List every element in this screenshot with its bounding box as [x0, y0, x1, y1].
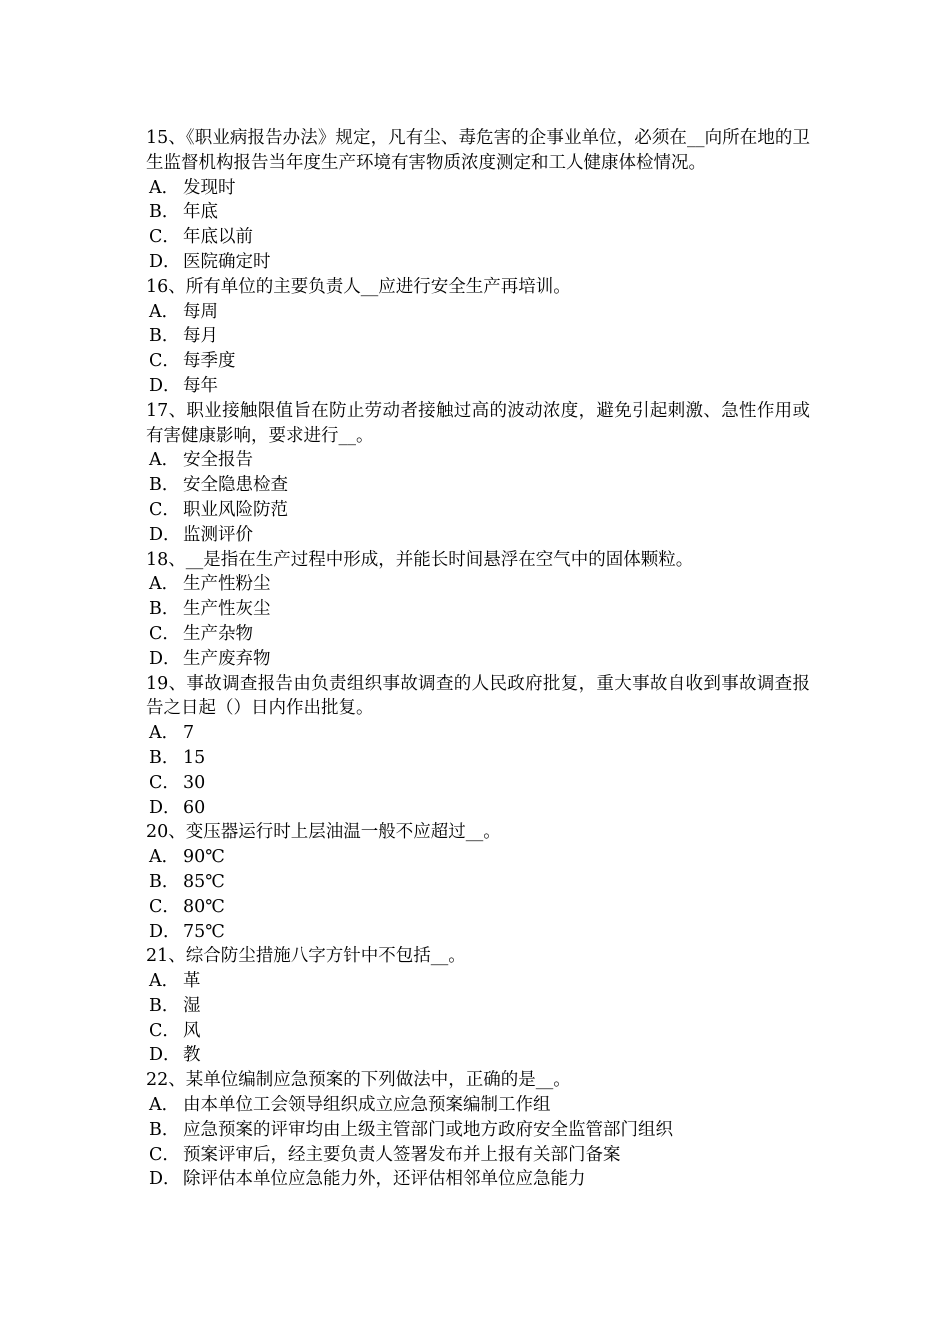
option-letter: D． [149, 524, 181, 545]
option-b [146, 746, 810, 771]
question-text: 22、某单位编制应急预案的下列做法中，正确的是__。 [146, 1070, 571, 1091]
option-text: 医院确定时 [183, 251, 271, 272]
option-text: 教 [183, 1045, 201, 1066]
option-text: 职业风险防范 [183, 499, 288, 520]
option-text: 90℃ [183, 847, 225, 868]
option-b [146, 200, 810, 225]
option-text: 安全隐患检查 [183, 475, 288, 496]
option-text: 7 [183, 723, 195, 744]
question-text: 21、综合防尘措施八字方针中不包括__。 [146, 946, 466, 967]
option-letter: A． [149, 723, 180, 744]
option-a [146, 300, 810, 325]
option-letter: B． [149, 747, 180, 768]
option-letter: C． [149, 1144, 180, 1165]
option-letter: B． [149, 1119, 180, 1140]
option-letter: D． [149, 1045, 181, 1066]
option-letter: D． [149, 375, 181, 396]
option-letter: C． [149, 896, 180, 917]
option-text: 预案评审后，经主要负责人签署发布并上报有关部门备案 [183, 1144, 621, 1165]
option-text: 湿 [183, 995, 201, 1016]
option-letter: A． [149, 971, 180, 992]
option-letter: D． [149, 921, 181, 942]
question-text: 20、变压器运行时上层油温一般不应超过__。 [146, 822, 501, 843]
option-text: 生产性粉尘 [183, 574, 271, 595]
option-a [146, 721, 810, 746]
document-page [146, 126, 810, 1192]
option-letter: C． [149, 227, 180, 248]
option-text: 30 [183, 772, 206, 793]
option-c [146, 1143, 810, 1168]
option-letter: B． [149, 202, 180, 223]
option-letter: D． [149, 797, 181, 818]
option-c [146, 622, 810, 647]
option-letter: C． [149, 351, 180, 372]
option-text: 每月 [183, 326, 218, 347]
option-d [146, 1043, 810, 1068]
option-c [146, 771, 810, 796]
option-letter: A． [149, 1095, 180, 1116]
option-text: 85℃ [183, 871, 225, 892]
option-letter: D． [149, 251, 181, 272]
option-d [146, 796, 810, 821]
option-letter: C． [149, 1020, 180, 1041]
option-text: 由本单位工会领导组织成立应急预案编制工作组 [183, 1095, 551, 1116]
option-text: 60 [183, 797, 206, 818]
question-21 [146, 944, 810, 1068]
option-c [146, 895, 810, 920]
option-b [146, 597, 810, 622]
option-a [146, 448, 810, 473]
question-text: 16、所有单位的主要负责人__应进行安全生产再培训。 [146, 276, 571, 297]
option-letter: A． [149, 177, 180, 198]
option-b [146, 994, 810, 1019]
option-text: 80℃ [183, 896, 225, 917]
option-letter: C． [149, 499, 180, 520]
question-18 [146, 548, 810, 672]
question-text: 18、__是指在生产过程中形成，并能长时间悬浮在空气中的固体颗粒。 [146, 549, 694, 570]
option-text: 75℃ [183, 921, 225, 942]
option-letter: B． [149, 326, 180, 347]
question-22 [146, 1068, 810, 1192]
option-text: 生产废弃物 [183, 648, 271, 669]
option-text: 除评估本单位应急能力外，还评估相邻单位应急能力 [183, 1169, 586, 1190]
option-d [146, 920, 810, 945]
option-text: 风 [183, 1020, 201, 1041]
option-text: 年底 [183, 202, 218, 223]
question-20 [146, 820, 810, 944]
question-15 [146, 126, 810, 275]
option-letter: C． [149, 772, 180, 793]
question-text: 17、职业接触限值旨在防止劳动者接触过高的波动浓度，避免引起刺激、急性作用或有害健康影响，要求进行__。 [146, 400, 810, 446]
question-text: 15、《职业病报告办法》规定，凡有尘、毒危害的企事业单位，必须在__向所在地的卫生监督机构报告当年度生产环境有害物质浓度测定和工人健康体检情况。 [146, 128, 810, 173]
option-text: 应急预案的评审均由上级主管部门或地方政府安全监管部门组织 [183, 1119, 673, 1140]
option-a [146, 969, 810, 994]
option-letter: A． [149, 450, 180, 471]
option-d [146, 523, 810, 548]
option-text: 每季度 [183, 351, 236, 372]
option-a [146, 572, 810, 597]
option-d [146, 374, 810, 399]
option-text: 安全报告 [183, 450, 253, 471]
option-a [146, 845, 810, 870]
option-text: 每周 [183, 301, 218, 322]
option-text: 革 [183, 971, 201, 992]
option-a [146, 1093, 810, 1118]
option-c [146, 225, 810, 250]
option-text: 生产杂物 [183, 623, 253, 644]
option-text: 年底以前 [183, 227, 253, 248]
option-letter: A． [149, 574, 180, 595]
option-letter: B． [149, 475, 180, 496]
option-c [146, 498, 810, 523]
option-c [146, 349, 810, 374]
option-letter: C． [149, 623, 180, 644]
option-b [146, 473, 810, 498]
option-text: 生产性灰尘 [183, 599, 271, 620]
option-letter: B． [149, 871, 180, 892]
question-17 [146, 399, 810, 548]
option-b [146, 1118, 810, 1143]
option-letter: D． [149, 1169, 181, 1190]
option-text: 监测评价 [183, 524, 253, 545]
question-19 [146, 672, 810, 821]
option-text: 每年 [183, 375, 218, 396]
option-c [146, 1019, 810, 1044]
question-text: 19、事故调查报告由负责组织事故调查的人民政府批复，重大事故自收到事故调查报告之日起（）日内作出批复。 [146, 673, 810, 719]
option-letter: A． [149, 847, 180, 868]
question-16 [146, 275, 810, 399]
option-d [146, 647, 810, 672]
option-text: 发现时 [183, 177, 236, 198]
option-b [146, 324, 810, 349]
option-text: 15 [183, 747, 206, 768]
option-letter: D． [149, 648, 181, 669]
option-a [146, 176, 810, 201]
option-letter: B． [149, 995, 180, 1016]
option-letter: A． [149, 301, 180, 322]
option-letter: B． [149, 599, 180, 620]
option-b [146, 870, 810, 895]
option-d [146, 250, 810, 275]
option-d [146, 1167, 810, 1192]
